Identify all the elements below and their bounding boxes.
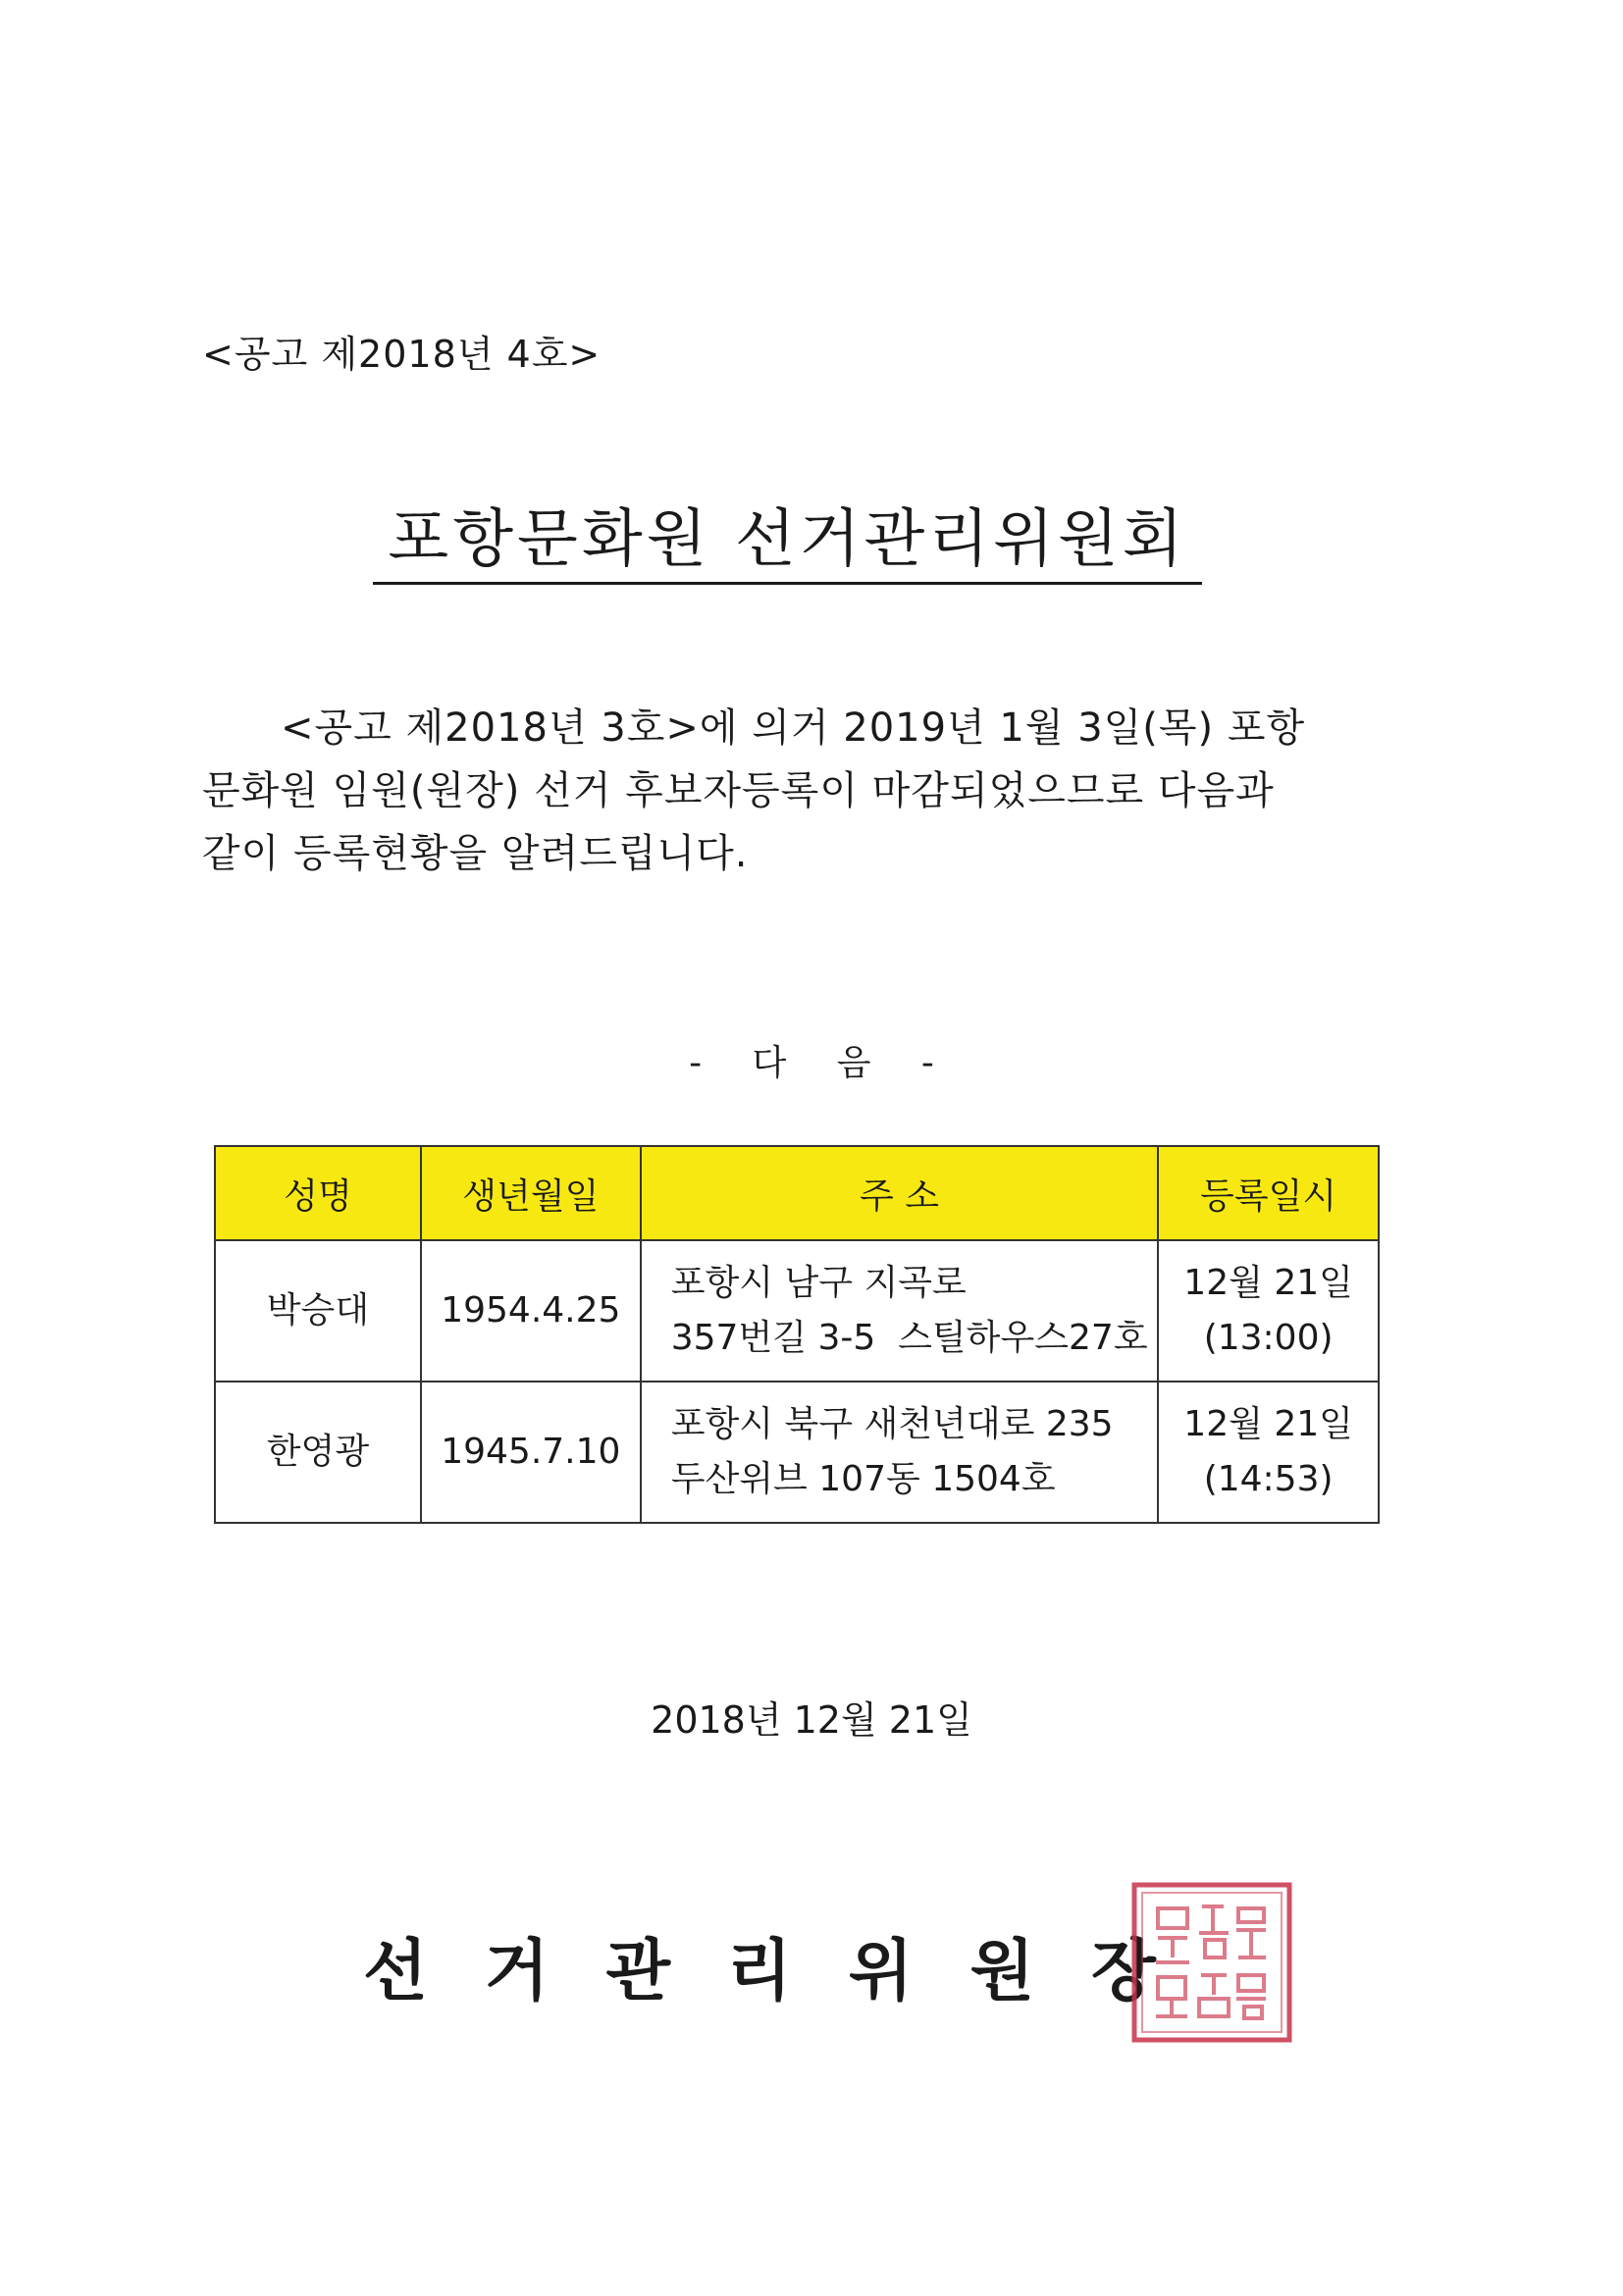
address-line-1: 포항시 남구 지곡로	[670, 1263, 967, 1303]
registration-time: (14:53)	[1203, 1459, 1334, 1499]
notice-body	[202, 697, 1380, 885]
cell-birth: 1954.4.25	[421, 1240, 641, 1382]
notice-number: <공고 제2018년 4호>	[202, 333, 602, 376]
address-line-1: 포항시 북구 새천년대로 235	[670, 1404, 1114, 1444]
table-row	[215, 1240, 1379, 1382]
header-address: 주 소	[641, 1146, 1158, 1240]
cell-registration	[1158, 1240, 1379, 1382]
cell-address	[641, 1382, 1158, 1523]
document-title: 포항문화원 선거관리위원회	[373, 505, 1202, 585]
issue-date: 2018년 12월 21일	[651, 1698, 972, 1742]
body-line-1: <공고 제2018년 3호>에 의거 2019년 1월 3일(목) 포항	[281, 705, 1306, 751]
address-line-2: 두산위브 107동 1504호	[670, 1459, 1056, 1499]
body-line-3: 같이 등록현황을 알려드립니다.	[202, 831, 749, 876]
header-name: 성명	[215, 1146, 421, 1240]
official-seal-icon	[1128, 1879, 1295, 2046]
cell-name: 한영광	[215, 1382, 421, 1523]
header-registration: 등록일시	[1158, 1146, 1379, 1240]
registration-date: 12월 21일	[1183, 1263, 1353, 1303]
table-header-row	[215, 1146, 1379, 1240]
signature: 선거관리위원장	[363, 1933, 1213, 2010]
cell-registration	[1158, 1382, 1379, 1523]
cell-address	[641, 1240, 1158, 1382]
candidate-table	[214, 1145, 1380, 1524]
header-birth: 생년월일	[421, 1146, 641, 1240]
section-heading: - 다 음 -	[689, 1043, 934, 1083]
registration-time: (13:00)	[1203, 1318, 1334, 1358]
address-line-2: 357번길 3-5 스틸하우스27호	[670, 1318, 1148, 1358]
cell-name: 박승대	[215, 1240, 421, 1382]
body-line-2: 문화원 임원(원장) 선거 후보자등록이 마감되었으므로 다음과	[202, 768, 1275, 813]
cell-birth: 1945.7.10	[421, 1382, 641, 1523]
table-row	[215, 1382, 1379, 1523]
registration-date: 12월 21일	[1183, 1404, 1353, 1444]
